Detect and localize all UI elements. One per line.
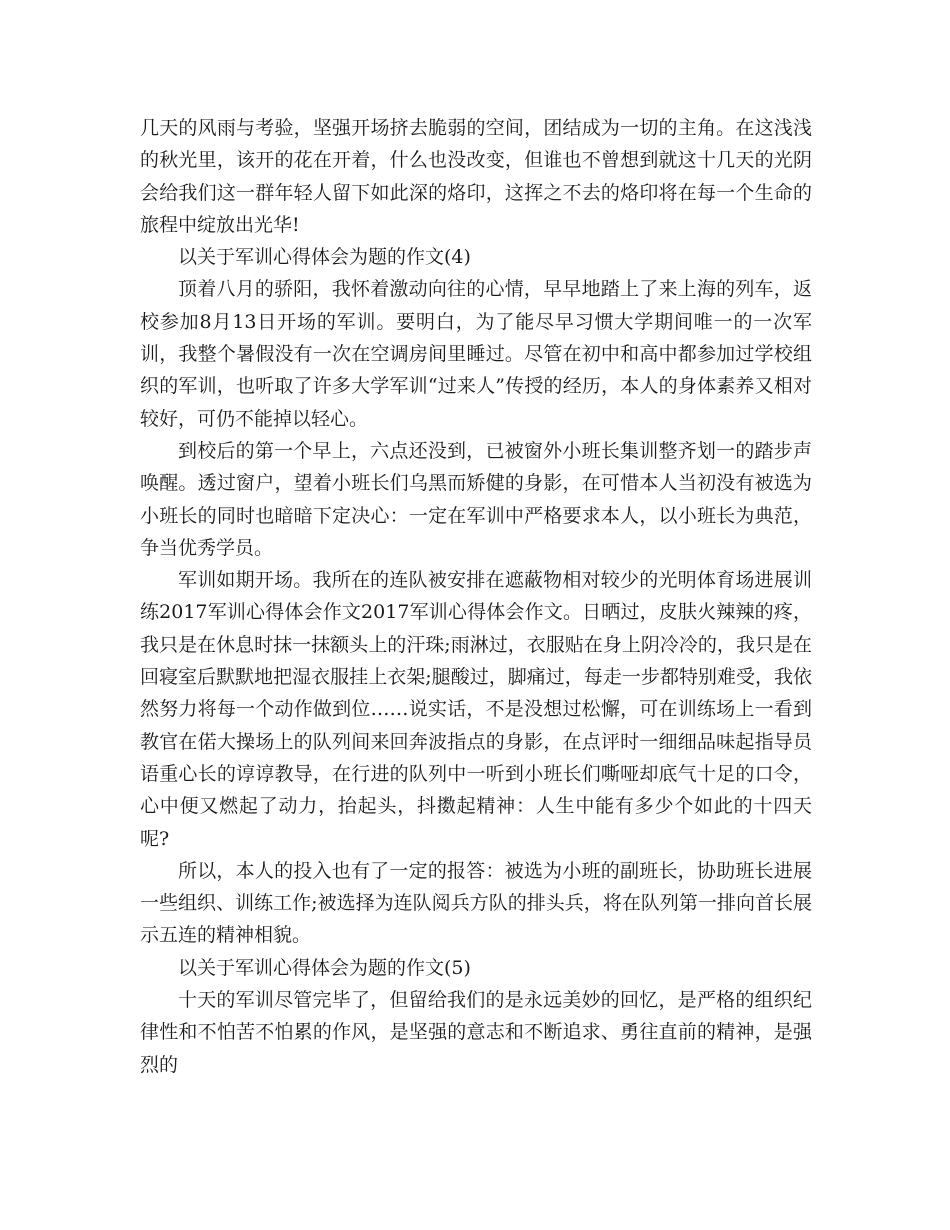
paragraph: 军训如期开场。我所在的连队被安排在遮蔽物相对较少的光明体育场进展训练2017军训心得体会作文2017军训心得体会作文。日晒过，皮肤火辣辣的疼，我只是在休息时抹一抹额头上的汗珠;雨淋过，衣服贴在身上阴冷冷的，我只是在回寝室后默默地把湿衣服挂上衣架;腿酸过，脚痛过，每走一步都特别难受，我依然努力将每一个动作做到位……说实话，不是没想过松懈，可在训练场上一看到教官在偌大操场上的队列间来回奔波指点的身影，在点评时一细细品味起指导员语重心长的谆谆教导，在行进的队列中一听到小班长们嘶哑却底气十足的口令，心中便又燃起了动力，抬起头，抖擞起精神：人生中能有多少个如此的十四天呢?	[140, 569, 812, 850]
document-body	[140, 112, 812, 1081]
paragraph: 所以，本人的投入也有了一定的报答：被选为小班的副班长，协助班长进展一些组织、训练工作;被选择为连队阅兵方队的排头兵，将在队列第一排向首长展示五连的精神相貌。	[140, 859, 812, 947]
section-heading-5: 以关于军训心得体会为题的作文(5)	[178, 956, 471, 979]
paragraph: 十天的军训尽管完毕了，但留给我们的是永远美妙的回忆，是严格的组织纪律性和不怕苦不怕累的作风，是坚强的意志和不断追求、勇往直前的精神，是强烈的	[140, 989, 812, 1076]
paragraph: 到校后的第一个早上，六点还没到，已被窗外小班长集训整齐划一的踏步声唤醒。透过窗户，望着小班长们乌黑而矫健的身影，在可惜本人当初没有被选为小班长的同时也暗暗下定决心：一定在军训中严格要求本人，以小班长为典范，争当优秀学员。	[140, 439, 812, 559]
paragraph-continuation: 几天的风雨与考验，坚强开场挤去脆弱的空间，团结成为一切的主角。在这浅浅的秋光里，该开的花在开着，什么也没改变，但谁也不曾想到就这十几天的光阴会给我们这一群年轻人留下如此深的烙印，这挥之不去的烙印将在每一个生命的旅程中绽放出光华!	[140, 117, 812, 236]
section-heading-4: 以关于军训心得体会为题的作文(4)	[178, 246, 471, 269]
paragraph: 顶着八月的骄阳，我怀着激动向往的心情，早早地踏上了来上海的列车，返校参加8月13日开场的军训。要明白，为了能尽早习惯大学期间唯一的一次军训，我整个暑假没有一次在空调房间里睡过。尽管在初中和高中都参加过学校组织的军训，也听取了许多大学军训“过来人”传授的经历，本人的身体素养又相对较好，可仍不能掉以轻心。	[140, 278, 812, 430]
